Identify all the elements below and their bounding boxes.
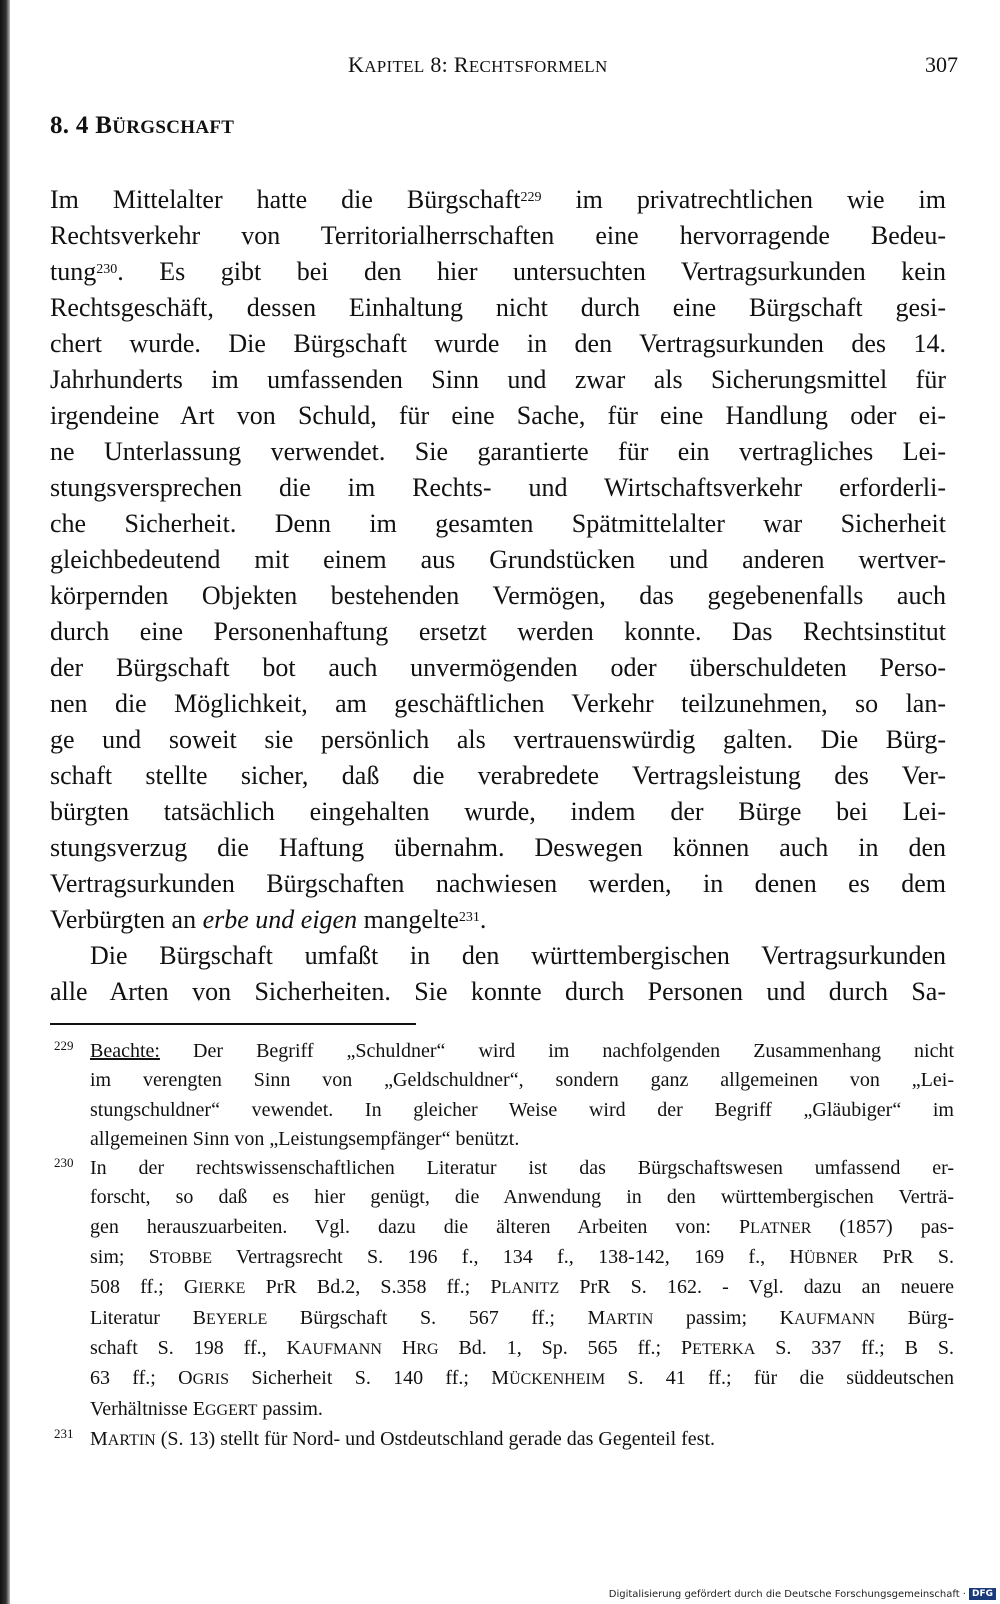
text-line: Rechtsgeschäft, dessen Einhaltung nicht durch eine Bürgschaft gesi- [50, 293, 946, 322]
text-line: ne Unterlassung verwendet. Sie garantierte für ein vertragliches Lei- [50, 437, 946, 466]
footnote-line: allgemeinen Sinn von „Leistungsempfänger“ benützt. [90, 1127, 520, 1150]
footnote-separator [50, 1023, 416, 1025]
footnote-line: 63 ff.; OGRIS Sicherheit S. 140 ff.; MÜCKENHEIM S. 41 ff.; für die süddeutschen [90, 1367, 955, 1390]
footnote-ref[interactable]: 229 [520, 190, 542, 205]
text-line: stungsversprechen die im Rechts- und Wirtschaftsverkehr erforderli- [50, 473, 946, 502]
footnote-number: 231 [54, 1425, 74, 1441]
section-heading: 8. 4 BÜRGSCHAFT [50, 112, 235, 139]
text-line: bürgten tatsächlich eingehalten wurde, indem der Bürge bei Lei- [50, 797, 946, 826]
footnote-line: Verhältnisse EGGERT passim. [90, 1397, 323, 1420]
footnote-line: MARTIN (S. 13) stellt für Nord- und Ostdeutschland gerade das Gegenteil fest. [90, 1427, 716, 1450]
text-line: chert wurde. Die Bürgschaft wurde in den Vertragsurkunden des 14. [50, 329, 946, 358]
text-line: Vertragsurkunden Bürgschaften nachwiesen werden, in denen es dem [50, 869, 946, 898]
footnote-line: schaft S. 198 ff., KAUFMANN HRG Bd. 1, Sp. 565 ff.; PETERKA S. 337 ff.; B S. [90, 1336, 955, 1359]
text-line: schaft stellte sicher, daß die verabredete Vertragsleistung des Ver- [50, 761, 946, 790]
footnote-line: gen herauszuarbeiten. Vgl. dazu die älteren Arbeiten von: PLATNER (1857) pas- [90, 1215, 955, 1238]
footnote-number: 229 [54, 1038, 74, 1053]
footnote-line: sim; STOBBE Vertragsrecht S. 196 f., 134 f., 138-142, 169 f., HÜBNER PrR S. [90, 1246, 955, 1269]
text-line: durch eine Personenhaftung ersetzt werden konnte. Das Rechtsinstitut [50, 617, 946, 646]
text-line: Die Bürgschaft umfaßt in den württembergischen Vertragsurkunden [90, 941, 946, 970]
body-text [50, 182, 946, 1010]
running-head [0, 52, 1000, 82]
book-spine-edge [0, 0, 10, 1604]
text-line: körpernden Objekten bestehenden Vermögen, das gegebenenfalls auch [50, 581, 946, 610]
digitization-banner [609, 1584, 1000, 1604]
footnote-ref[interactable]: 231 [458, 910, 480, 925]
footnote-line: In der rechtswissenschaftlichen Literatur ist das Bürgschaftswesen umfassend er- [90, 1157, 954, 1180]
chapter-title: KAPITEL 8: RECHTSFORMELN [348, 52, 608, 77]
dfg-logo: DFG [969, 1588, 996, 1600]
footnote-229 [54, 1037, 954, 1154]
text-line: Im Mittelalter hatte die Bürgschaft$^{229}$ im privatrechtlichen wie im [50, 185, 946, 214]
text-line: gleichbedeutend mit einem aus Grundstücken und anderen wertver- [50, 545, 946, 574]
text-line: che Sicherheit. Denn im gesamten Spätmittelalter war Sicherheit [50, 509, 946, 538]
text-line: alle Arten von Sicherheiten. Sie konnte durch Personen und durch Sa- [50, 977, 946, 1006]
footnote-line: Literatur BEYERLE Bürgschaft S. 567 ff.; MARTIN passim; KAUFMANN Bürg- [90, 1306, 954, 1329]
page-number: 307 [925, 52, 958, 77]
footnote-line: 508 ff.; GIERKE PrR Bd.2, S.358 ff.; PLANITZ PrR S. 162. - Vgl. dazu an neuere [90, 1276, 954, 1299]
footnote-number: 230 [54, 1155, 74, 1171]
text-line: irgendeine Art von Schuld, für eine Sache, für eine Handlung oder ei- [50, 401, 946, 430]
text-line: stungsverzug die Haftung übernahm. Deswegen können auch in den [50, 833, 946, 862]
text-line: Rechtsverkehr von Territorialherrschaften eine hervorragende Bedeu- [50, 221, 946, 250]
text-line: Jahrhunderts im umfassenden Sinn und zwar als Sicherungsmittel für [50, 365, 946, 394]
footnote-line: stungschuldner“ vewendet. In gleicher Weise wird der Begriff „Gläubiger“ im [90, 1098, 954, 1121]
text-line: tung$^{230}$. Es gibt bei den hier untersuchten Vertragsurkunden kein [50, 257, 946, 286]
text-line: der Bürgschaft bot auch unvermögenden oder überschuldeten Perso- [50, 653, 946, 682]
footnote-230 [54, 1154, 954, 1425]
footnote-231 [54, 1425, 954, 1455]
text-line: Verbürgten an erbe und eigen mangelte$^{231}$. [50, 905, 487, 934]
text-line: ge und soweit sie persönlich als vertrauenswürdig galten. Die Bürg- [50, 725, 946, 754]
banner-text: Digitalisierung gefördert durch die Deutsche Forschungsgemeinschaft · [608, 1588, 966, 1600]
text-line: nen die Möglichkeit, am geschäftlichen Verkehr teilzunehmen, so lan- [50, 689, 946, 718]
footnote-line: forscht, so daß es hier genügt, die Anwendung in den württembergischen Verträ- [90, 1186, 954, 1209]
footnotes [54, 1037, 954, 1455]
footnote-line: Beachte: Der Begriff „Schuldner“ wird im nachfolgenden Zusammenhang nicht [90, 1040, 954, 1062]
footnote-line: im verengten Sinn von „Geldschuldner“, sondern ganz allgemeinen von „Lei- [90, 1069, 954, 1092]
footnote-ref[interactable]: 230 [96, 262, 118, 277]
